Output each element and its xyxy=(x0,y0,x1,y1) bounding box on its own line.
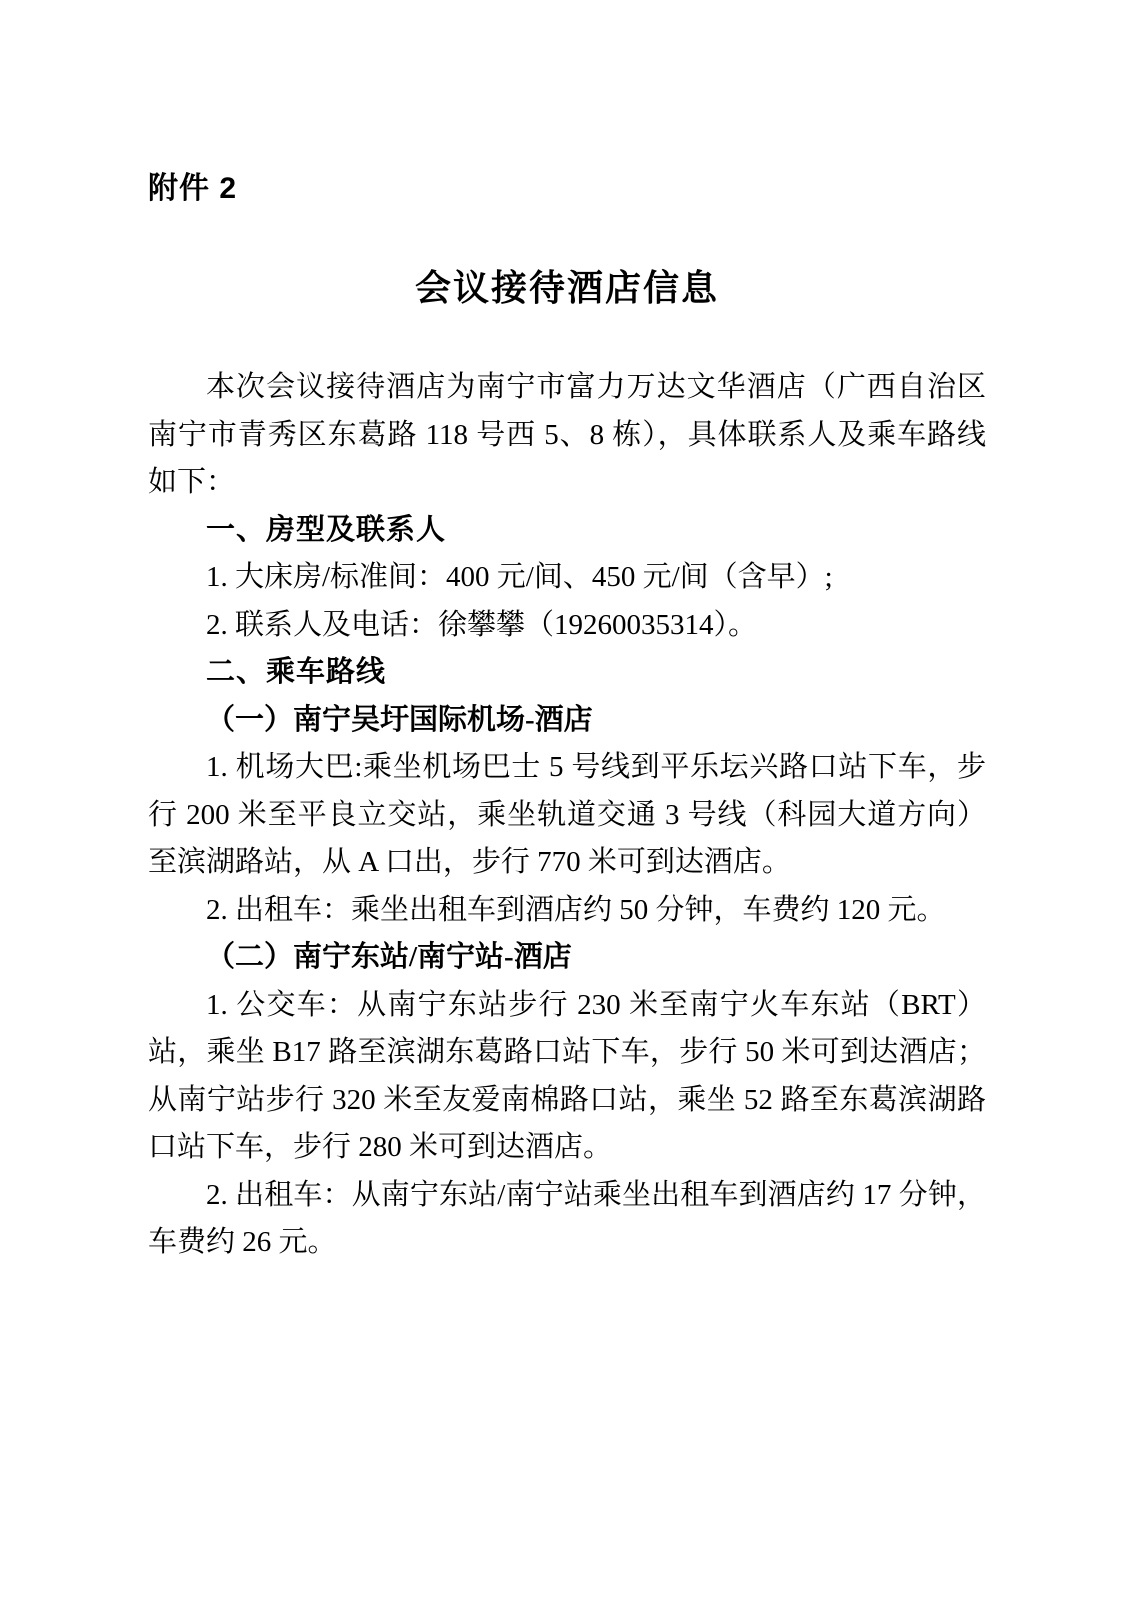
airport-shuttle-item: 1. 机场大巴:乘坐机场巴士 5 号线到平乐坛兴路口站下车，步行 200 米至平良立交站，乘坐轨道交通 3 号线（科园大道方向）至滨湖路站，从 A 口出，步行 770 米可到达酒店。 xyxy=(148,751,986,878)
intro-paragraph: 本次会议接待酒店为南宁市富力万达文华酒店（广西自治区南宁市青秀区东葛路 118 号西 5、8 栋），具体联系人及乘车路线如下： xyxy=(148,371,986,498)
subsection-heading-station-to-hotel: （二）南宁东站/南宁站-酒店 xyxy=(206,941,572,973)
station-bus-item: 1. 公交车：从南宁东站步行 230 米至南宁火车东站（BRT）站，乘坐 B17 路至滨湖东葛路口站下车，步行 50 米可到达酒店；从南宁站步行 320 米至友爱南棉路口站，乘坐 52 路至东葛滨湖路口站下车，步行 280 米可到达酒店。 xyxy=(148,988,986,1163)
room-rate-item: 1. 大床房/标准间：400 元/间、450 元/间（含早）; xyxy=(206,561,833,593)
section-heading-rooms-contacts: 一、房型及联系人 xyxy=(206,513,447,546)
document-body xyxy=(148,364,986,1267)
page-title: 会议接待酒店信息 xyxy=(414,267,719,308)
subsection-heading-airport-to-hotel: （一）南宁吴圩国际机场-酒店 xyxy=(206,703,593,736)
attachment-label: 附件 2 xyxy=(148,172,238,205)
airport-taxi-item: 2. 出租车：乘坐出租车到酒店约 50 分钟，车费约 120 元。 xyxy=(206,893,946,926)
contact-phone-item: 2. 联系人及电话：徐攀攀（19260035314）。 xyxy=(206,608,758,641)
station-taxi-item: 2. 出租车：从南宁东站/南宁站乘坐出租车到酒店约 17 分钟，车费约 26 元。 xyxy=(148,1178,986,1258)
section-heading-transit-routes: 二、乘车路线 xyxy=(206,656,387,688)
